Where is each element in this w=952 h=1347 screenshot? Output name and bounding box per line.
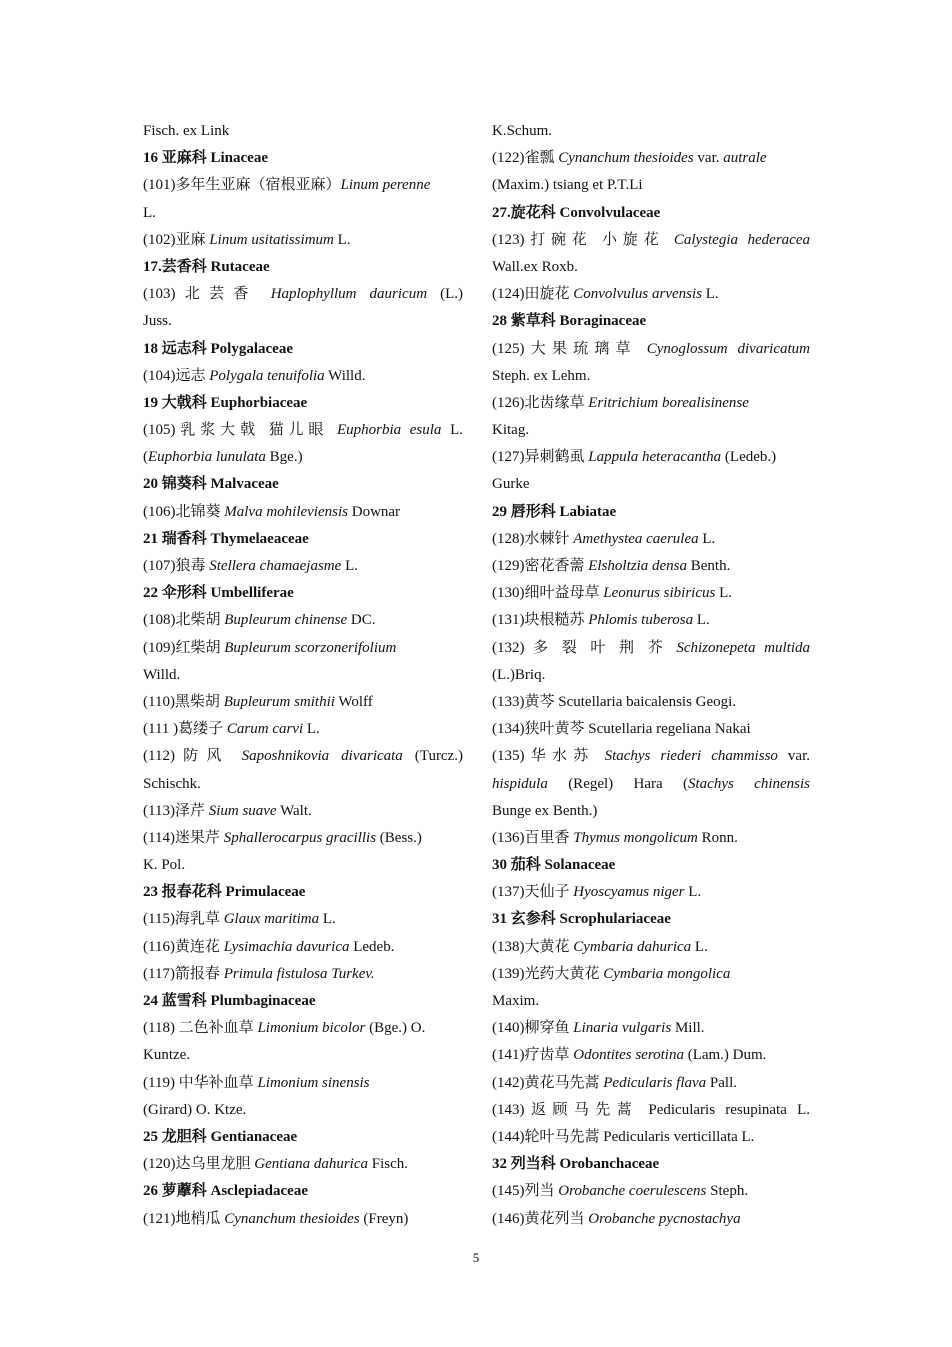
latin-name: Saposhnikovia divaricata — [241, 748, 403, 765]
entry-text: Walt. — [276, 802, 312, 819]
species-entry-line — [143, 906, 463, 933]
latin-name: Eritrichium borealisinense — [588, 394, 749, 411]
entry-text: (104)远志 — [143, 367, 210, 384]
entry-text: Kitag. — [492, 422, 530, 439]
latin-name: hispidula — [492, 775, 548, 792]
species-entry-line — [143, 499, 463, 526]
entry-text: Benth. — [687, 558, 731, 574]
entry-text: (118) 二色补血草 — [143, 1020, 258, 1037]
species-entry-line — [143, 961, 463, 988]
family-heading — [492, 852, 810, 879]
species-entry-line — [143, 281, 463, 308]
species-entry-line — [143, 852, 463, 879]
species-entry-line — [143, 1151, 463, 1178]
entry-text: (113)泽芹 — [143, 802, 209, 819]
entry-text: 27.旋花科 Convolvulaceae — [492, 204, 661, 221]
family-heading — [143, 336, 463, 363]
entry-text: L. — [143, 204, 156, 221]
species-entry-line — [492, 1178, 810, 1205]
entry-text: (142)黄花马先蒿 — [492, 1074, 604, 1091]
entry-text: (123)打碗花 小旋花 — [492, 231, 674, 248]
latin-name: Bupleurum chinense — [224, 612, 348, 629]
entry-text: (133)黄芩 Scutellaria baicalensis Geogi. — [492, 693, 737, 710]
entry-text: L. — [702, 286, 719, 303]
entry-text: Maxim. — [492, 993, 540, 1009]
family-heading — [492, 1151, 810, 1178]
latin-name: Stachys riederi chammisso — [604, 748, 778, 765]
species-entry-line — [492, 281, 810, 308]
species-entry-line — [143, 444, 463, 471]
entry-text: (112)防风 — [143, 748, 242, 765]
species-entry-line — [492, 254, 810, 281]
entry-text: (128)水棘针 — [492, 530, 574, 547]
species-entry-line — [492, 118, 810, 145]
entry-text: (131)块根糙苏 — [492, 612, 589, 629]
species-entry-line — [143, 716, 463, 743]
entry-text: L. — [693, 612, 710, 629]
entry-text: 18 远志科 Polygalaceae — [143, 340, 293, 357]
family-heading — [492, 906, 810, 933]
entry-text: Mill. — [671, 1020, 705, 1037]
latin-name: Limonium sinensis — [257, 1074, 370, 1091]
entry-text: (106)北锦葵 — [143, 503, 225, 520]
entry-text: (114)迷果芹 — [143, 829, 224, 846]
page-number: 5 — [472, 1250, 480, 1265]
species-entry-line — [492, 689, 810, 716]
species-entry-line — [143, 743, 463, 770]
entry-text: (116)黄连花 — [143, 938, 224, 955]
family-heading — [492, 308, 810, 335]
latin-name: Cynoglossum divaricatum — [646, 340, 811, 357]
species-entry-line — [492, 961, 810, 988]
species-entry-line — [492, 145, 810, 172]
entry-text: (146)黄花列当 — [492, 1210, 589, 1227]
entry-text: 24 蓝雪科 Plumbaginaceae — [143, 993, 316, 1009]
entry-text: Fisch. ex Link — [143, 123, 230, 139]
entry-text: (Bge.) O. — [365, 1020, 426, 1037]
entry-text: 20 锦葵科 Malvaceae — [143, 476, 279, 493]
entry-text: 31 玄参科 Scrophulariaceae — [492, 911, 671, 928]
entry-text: (117)箭报春 — [143, 965, 224, 982]
entry-text: (122)雀瓢 — [492, 150, 559, 167]
family-heading — [143, 471, 463, 498]
entry-text: (125)大果琉璃草 — [492, 340, 647, 357]
species-entry-line — [143, 798, 463, 825]
latin-name: Elsholtzia densa — [588, 558, 688, 574]
latin-name: autrale — [723, 150, 767, 167]
entry-text: (121)地梢瓜 — [143, 1210, 225, 1227]
entry-text: Bge.) — [265, 449, 303, 466]
entry-text: Kuntze. — [143, 1047, 191, 1064]
entry-text: (143)返顾马先蒿 Pedicularis resupinata L. — [492, 1101, 810, 1118]
entry-text: (134)狭叶黄芩 Scutellaria regeliana Nakai — [492, 721, 751, 738]
species-entry-line — [492, 553, 810, 580]
entry-text: (103)北芸香 — [143, 286, 271, 303]
species-entry-line — [492, 798, 810, 825]
entry-text: ( — [143, 449, 148, 466]
entry-text: L. — [698, 530, 716, 547]
entry-text: (120)达乌里龙胆 — [143, 1156, 255, 1173]
entry-text: (Lam.) Dum. — [683, 1047, 767, 1064]
species-entry-line — [143, 200, 463, 227]
entry-text: (130)细叶益母草 — [492, 585, 604, 602]
family-heading — [143, 988, 463, 1015]
entry-text: (Girard) O. Ktze. — [143, 1101, 247, 1118]
entry-text: Willd. — [324, 367, 366, 384]
latin-name: Odontites serotina — [573, 1047, 684, 1064]
entry-text: Steph. — [706, 1183, 749, 1200]
entry-text: Fisch. — [368, 1156, 409, 1173]
entry-text: (127)异刺鹤虱 — [492, 449, 589, 466]
species-entry-line — [492, 444, 810, 471]
latin-name: Cynanchum thesioides — [558, 150, 694, 167]
entry-text: Downar — [347, 503, 401, 520]
entry-text: (108)北柴胡 — [143, 612, 225, 629]
entry-text: L. — [341, 558, 358, 574]
latin-name: Orobanche coerulescens — [558, 1183, 707, 1200]
entry-text: Juss. — [143, 313, 172, 330]
latin-name: Haplophyllum dauricum — [270, 286, 428, 303]
entry-text: (107)狼毒 — [143, 558, 210, 574]
latin-name: Sium suave — [208, 802, 277, 819]
entry-text: (102)亚麻 — [143, 231, 210, 248]
left-column — [143, 118, 463, 1233]
entry-text: L. — [333, 231, 351, 248]
entry-text: (115)海乳草 — [143, 911, 224, 928]
entry-text: (Regel) Hara ( — [547, 775, 688, 792]
species-entry-line — [492, 607, 810, 634]
entry-text: 21 瑞香科 Thymelaeaceae — [143, 530, 309, 547]
entry-text: Bunge ex Benth.) — [492, 802, 598, 819]
entry-text: 23 报春花科 Primulaceae — [143, 884, 306, 901]
family-heading — [143, 145, 463, 172]
latin-name: Malva mohileviensis — [224, 503, 348, 520]
latin-name: Cymbaria dahurica — [573, 938, 692, 955]
latin-name: Schizonepeta multida — [676, 639, 810, 656]
entry-text: (138)大黄花 — [492, 938, 574, 955]
entry-text: Wall.ex Roxb. — [492, 258, 578, 275]
latin-name: Lappula heteracantha — [588, 449, 722, 466]
entry-text: 16 亚麻科 Linaceae — [143, 150, 268, 167]
species-entry-line — [143, 689, 463, 716]
species-entry-line — [143, 771, 463, 798]
entry-text: K. Pol. — [143, 857, 186, 874]
species-entry-line — [143, 553, 463, 580]
species-entry-line — [492, 526, 810, 553]
family-heading — [143, 879, 463, 906]
species-entry-line — [492, 580, 810, 607]
entry-text: Wolff — [334, 693, 373, 710]
latin-name: Linum perenne — [340, 177, 431, 194]
species-entry-line — [492, 1042, 810, 1069]
species-entry-line — [492, 363, 810, 390]
entry-text: 26 萝藦科 Asclepiadaceae — [143, 1183, 308, 1200]
species-entry-line — [492, 1124, 810, 1151]
entry-text: L. — [319, 911, 336, 928]
species-entry-line — [492, 471, 810, 498]
entry-text: (132) 多 裂 叶 荆 芥 — [492, 639, 677, 656]
species-entry-line — [492, 417, 810, 444]
species-entry-line — [143, 308, 463, 335]
species-entry-line — [492, 743, 810, 770]
species-entry-line — [492, 1070, 810, 1097]
latin-name: Stachys chinensis — [688, 775, 810, 792]
entry-text: L. — [303, 721, 320, 738]
species-entry-line — [492, 988, 810, 1015]
species-entry-line — [143, 662, 463, 689]
entry-text: (140)柳穿鱼 — [492, 1020, 574, 1037]
entry-text: (Ledeb.) — [721, 449, 777, 466]
latin-name: Primula fistulosa Turkev. — [223, 965, 375, 982]
species-entry-line — [492, 825, 810, 852]
latin-name: Hyoscyamus niger — [573, 884, 685, 901]
entry-text: (129)密花香薷 — [492, 558, 589, 574]
family-heading — [143, 526, 463, 553]
species-entry-line — [492, 1015, 810, 1042]
family-heading — [143, 390, 463, 417]
entry-text: (L.) — [427, 286, 463, 303]
species-entry-line — [143, 363, 463, 390]
latin-name: Convolvulus arvensis — [573, 286, 702, 303]
latin-name: Pedicularis flava — [603, 1074, 707, 1091]
latin-name: Euphorbia esula — [336, 422, 442, 439]
species-entry-line — [143, 1206, 463, 1233]
entry-text: (137)天仙子 — [492, 884, 574, 901]
species-entry-line — [492, 771, 810, 798]
entry-text: Willd. — [143, 666, 181, 683]
family-heading — [492, 200, 810, 227]
species-entry-line — [492, 716, 810, 743]
latin-name: Phlomis tuberosa — [588, 612, 694, 629]
family-heading — [143, 1124, 463, 1151]
entry-text: 22 伞形科 Umbelliferae — [143, 585, 294, 602]
species-entry-line — [143, 635, 463, 662]
latin-name: Linaria vulgaris — [573, 1020, 672, 1037]
entry-text: Steph. ex Lehm. — [492, 367, 591, 384]
species-entry-line — [143, 825, 463, 852]
entry-text: (105)乳浆大戟 猫儿眼 — [143, 422, 337, 439]
entry-text: var. — [693, 150, 724, 167]
latin-name: Sphallerocarpus gracillis — [223, 829, 377, 846]
entry-text: (Maxim.) tsiang et P.T.Li — [492, 177, 643, 194]
latin-name: Thymus mongolicum — [573, 829, 698, 846]
latin-name: Carum carvi — [226, 721, 304, 738]
species-entry-line — [492, 390, 810, 417]
entry-text: 29 唇形科 Labiatae — [492, 503, 617, 520]
species-entry-line — [143, 934, 463, 961]
entry-text: Pall. — [706, 1074, 737, 1091]
latin-name: Bupleurum smithii — [223, 693, 335, 710]
entry-text: 25 龙胆科 Gentianaceae — [143, 1128, 298, 1145]
latin-name: Stellera chamaejasme — [209, 558, 342, 574]
species-entry-line — [143, 607, 463, 634]
latin-name: Limonium bicolor — [257, 1020, 366, 1037]
species-entry-line — [492, 1097, 810, 1124]
latin-name: Glaux maritima — [223, 911, 320, 928]
entry-text: (101)多年生亚麻（宿根亚麻） — [143, 177, 341, 194]
entry-text: (135)华水苏 — [492, 748, 605, 765]
entry-text: (144)轮叶马先蒿 Pedicularis verticillata L. — [492, 1128, 755, 1145]
species-entry-line — [143, 1042, 463, 1069]
latin-name: Amethystea caerulea — [573, 530, 699, 547]
entry-text: (141)疗齿草 — [492, 1047, 574, 1064]
entry-text: (L.)Briq. — [492, 666, 546, 683]
family-heading — [143, 1178, 463, 1205]
entry-text: (145)列当 — [492, 1183, 559, 1200]
entry-text: (Bess.) — [376, 829, 422, 846]
species-entry-line — [143, 1070, 463, 1097]
entry-text: var. — [777, 748, 810, 765]
entry-text: Ronn. — [697, 829, 738, 846]
species-entry-line — [492, 227, 810, 254]
family-heading — [143, 580, 463, 607]
latin-name: Gentiana dahurica — [254, 1156, 368, 1173]
entry-text: (136)百里香 — [492, 829, 574, 846]
latin-name: Cynanchum thesioides — [224, 1210, 360, 1227]
species-entry-line — [492, 1206, 810, 1233]
species-entry-line — [492, 879, 810, 906]
entry-text: (124)田旋花 — [492, 286, 574, 303]
right-column — [492, 118, 810, 1233]
latin-name: Bupleurum scorzonerifolium — [224, 639, 397, 656]
entry-text: Schischk. — [143, 775, 201, 792]
entry-text: L. — [691, 938, 708, 955]
entry-text: Ledeb. — [349, 938, 395, 955]
entry-text: K.Schum. — [492, 123, 552, 139]
species-entry-line — [492, 172, 810, 199]
latin-name: Lysimachia davurica — [223, 938, 350, 955]
family-heading — [492, 499, 810, 526]
latin-name: Cymbaria mongolica — [603, 965, 731, 982]
entry-text: (139)光药大黄花 — [492, 965, 604, 982]
entry-text: L. — [441, 422, 463, 439]
entry-text: 32 列当科 Orobanchaceae — [492, 1156, 660, 1173]
entry-text: 30 茄科 Solanaceae — [492, 857, 616, 874]
entry-text: 17.芸香科 Rutaceae — [143, 258, 270, 275]
latin-name: Calystegia hederacea — [673, 231, 810, 248]
species-entry-line — [492, 662, 810, 689]
entry-text: (Freyn) — [359, 1210, 409, 1227]
entry-text: (Turcz.) — [402, 748, 463, 765]
entry-text: (119) 中华补血草 — [143, 1074, 258, 1091]
species-entry-line — [492, 934, 810, 961]
entry-text: (109)红柴胡 — [143, 639, 225, 656]
species-entry-line — [143, 172, 463, 199]
species-entry-line — [492, 336, 810, 363]
entry-text: 28 紫草科 Boraginaceae — [492, 313, 647, 330]
species-entry-line — [143, 227, 463, 254]
entry-text: L. — [684, 884, 702, 901]
latin-name: Orobanche pycnostachya — [588, 1210, 741, 1227]
species-entry-line — [143, 118, 463, 145]
species-entry-line — [143, 417, 463, 444]
entry-text: (126)北齿缘草 — [492, 394, 589, 411]
entry-text: DC. — [347, 612, 376, 629]
species-entry-line — [492, 635, 810, 662]
latin-name: Polygala tenuifolia — [209, 367, 325, 384]
entry-text: 19 大戟科 Euphorbiaceae — [143, 394, 308, 411]
latin-name: Linum usitatissimum — [209, 231, 334, 248]
entry-text: (110)黑柴胡 — [143, 693, 224, 710]
species-entry-line — [143, 1015, 463, 1042]
latin-name: Leonurus sibiricus — [603, 585, 716, 602]
entry-text: L. — [715, 585, 733, 602]
entry-text: Gurke — [492, 476, 530, 493]
latin-name: Euphorbia lunulata — [148, 449, 266, 466]
species-entry-line — [143, 1097, 463, 1124]
entry-text: (111 )葛缕子 — [143, 721, 227, 738]
family-heading — [143, 254, 463, 281]
